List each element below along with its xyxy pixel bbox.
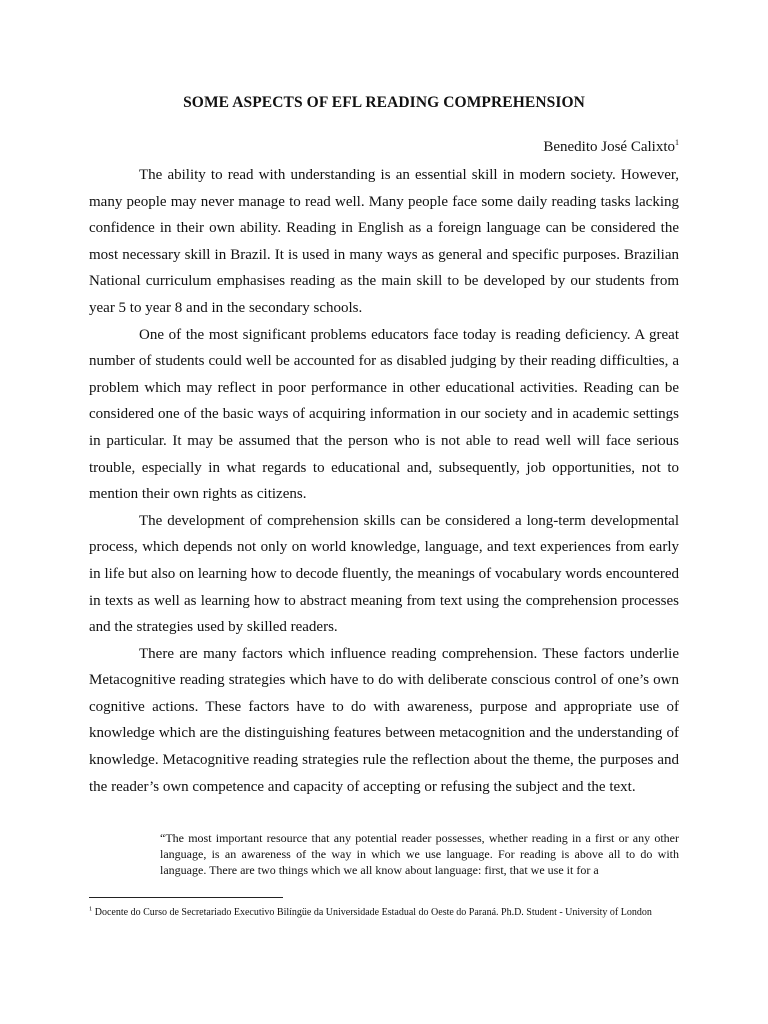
footnote [89, 906, 689, 919]
footnote-text: Docente do Curso de Secretariado Executivo Bilíngüe da Universidade Estadual do Oeste do Paraná. Ph.D. Student - University of London [94, 907, 652, 918]
block-quote: “The most important resource that any potential reader possesses, whether reading in a first or any other language, is an awareness of the way in which we use language. For reading is above all to do with language. There are two things which we all know about language: first, that we use it for a [160, 831, 679, 878]
paragraph-4: There are many factors which influence reading comprehension. These factors underlie Metacognitive reading strategies which have to do with deliberate conscious control of one’s own cognitive actions. These factors have to do with awareness, purpose and appropriate use of knowledge which are the distinguishing features between metacognition and the understanding of knowledge. Metacognitive reading strategies rule the reflection about the theme, the purposes and the reader’s own competence and capacity of accepting or refusing the subject and the text. [89, 645, 679, 795]
author-name: Benedito José Calixto [543, 139, 675, 155]
paragraph-2: One of the most significant problems educators face today is reading deficiency. A great number of students could well be accounted for as disabled judging by their reading difficulties, a problem which may reflect in poor performance in other educational activities. Reading can be considered one of the basic ways of acquiring information in our society and in academic settings in particular. It may be assumed that the person who is not able to read well will face serious trouble, especially in what regards to educational and, subsequently, job opportunities, not to mention their own rights as citizens. [89, 326, 679, 503]
paragraph-3: The development of comprehension skills can be considered a long-term developmental process, which depends not only on world knowledge, language, and text experiences from early in life but also on learning how to decode fluently, the meanings of vocabulary words encountered in texts as well as learning how to abstract meaning from text using the comprehension processes and the strategies used by skilled readers. [89, 512, 679, 636]
paper-title: SOME ASPECTS OF EFL READING COMPREHENSION [183, 94, 585, 111]
author-line [543, 139, 679, 156]
footnote-divider [89, 897, 283, 898]
paragraph-1: The ability to read with understanding is an essential skill in modern society. However, many people may never manage to read well. Many people face some daily reading tasks lacking confidence in their own ability. Reading in English as a foreign language can be considered the most necessary skill in Brazil. It is used in many ways as general and specific purposes. Brazilian National curriculum emphasises reading as the main skill to be developed by our students from year 5 to year 8 and in the secondary schools. [89, 167, 679, 316]
footnote-mark: 1 [89, 905, 93, 913]
author-footnote-mark: 1 [675, 138, 679, 147]
body-text [89, 162, 679, 800]
